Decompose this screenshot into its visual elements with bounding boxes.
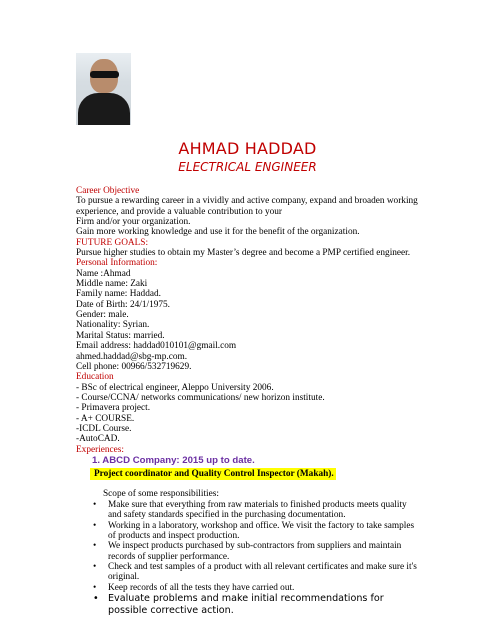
responsibility-text: Evaluate problems and make initial recommendations for possible corrective action.	[108, 593, 384, 616]
bullet-icon: •	[93, 562, 97, 573]
bullet-icon: •	[93, 499, 97, 510]
personal-info-nationality: Nationality: Syrian.	[76, 320, 150, 331]
candidate-title: ELECTRICAL ENGINEER	[178, 160, 317, 174]
career-objective-line: experience, and provide a valuable contribution to your	[76, 206, 283, 217]
future-goals-line: Pursue higher studies to obtain my Master’s degree and become a PMP certified engineer.	[76, 248, 411, 259]
list-item	[76, 500, 418, 521]
personal-info-email-secondary: ahmed.haddad@sbg-mp.com.	[76, 351, 188, 362]
candidate-name: AHMAD HADDAD	[178, 139, 317, 158]
personal-info-family-name: Family name: Haddad.	[76, 289, 161, 300]
career-objective-line: To pursue a rewarding career in a vividly and active company, expand and broaden working	[76, 196, 418, 207]
responsibility-text: Check and test samples of a product with all relevant certificates and make sure it's original.	[108, 562, 417, 583]
list-item	[76, 541, 418, 562]
responsibility-text: Make sure that everything from raw materials to finished products meets quality and safety standards specified in the purchasing documentation.	[108, 499, 407, 521]
responsibilities-list	[76, 500, 416, 616]
personal-info-email: Email address: haddad010101@gmail.com	[76, 341, 237, 352]
responsibility-text: Keep records of all the tests they have carried out.	[108, 582, 295, 593]
career-objective-line: Firm and/or your organization.	[76, 217, 191, 228]
section-heading-career-objective: Career Objective	[76, 186, 140, 196]
education-item: - Primavera project.	[76, 403, 151, 414]
education-item: - A+ COURSE.	[76, 413, 135, 424]
personal-info-marital-status: Marital Status: married.	[76, 330, 165, 341]
personal-info-middle-name: Middle name: Zaki	[76, 279, 148, 290]
personal-info-name: Name :Ahmad	[76, 268, 131, 279]
bullet-icon: •	[93, 541, 97, 552]
list-item	[76, 521, 418, 542]
section-heading-personal-information: Personal Information:	[76, 258, 158, 269]
responsibility-text: Working in a laboratory, workshop and office. We visit the factory to take samples of products and inspect production.	[108, 520, 415, 541]
bullet-icon: •	[93, 520, 97, 531]
profile-photo	[76, 53, 131, 125]
experience-role-line	[90, 469, 416, 479]
list-item	[76, 562, 418, 583]
section-heading-future-goals: FUTURE GOALS:	[76, 237, 149, 248]
education-item: -ICDL Course.	[76, 423, 132, 434]
responsibilities-scope-label: Scope of some responsibilities:	[103, 488, 219, 499]
photo-body-shape	[78, 93, 130, 125]
resume-body	[76, 186, 416, 616]
experience-role: Project coordinator and Quality Control Inspector (Makah).	[90, 468, 336, 480]
photo-sunglasses-shape	[90, 71, 119, 78]
experience-company: 1. ABCD Company: 2015 up to date.	[92, 454, 255, 466]
list-item	[76, 593, 418, 616]
responsibility-text: We inspect products purchased by sub-contractors from suppliers and maintain records of supplier performance.	[108, 541, 402, 562]
personal-info-cell-phone: Cell phone: 00966/532719629.	[76, 361, 192, 372]
list-item	[76, 583, 418, 593]
bullet-icon: •	[93, 582, 97, 593]
education-item: - Course/CCNA/ networks communications/ new horizon institute.	[76, 392, 325, 403]
education-item: - BSc of electrical engineer, Aleppo University 2006.	[76, 382, 274, 393]
section-heading-experiences: Experiences:	[76, 444, 125, 455]
section-heading-education: Education	[76, 372, 114, 383]
career-objective-line: Gain more working knowledge and use it for the benefit of the organization.	[76, 227, 360, 238]
personal-info-birth-date: Date of Birth: 24/1/1975.	[76, 299, 170, 310]
bullet-icon: •	[93, 593, 99, 605]
personal-info-gender: Gender: male.	[76, 310, 129, 321]
education-item: -AutoCAD.	[76, 434, 120, 445]
